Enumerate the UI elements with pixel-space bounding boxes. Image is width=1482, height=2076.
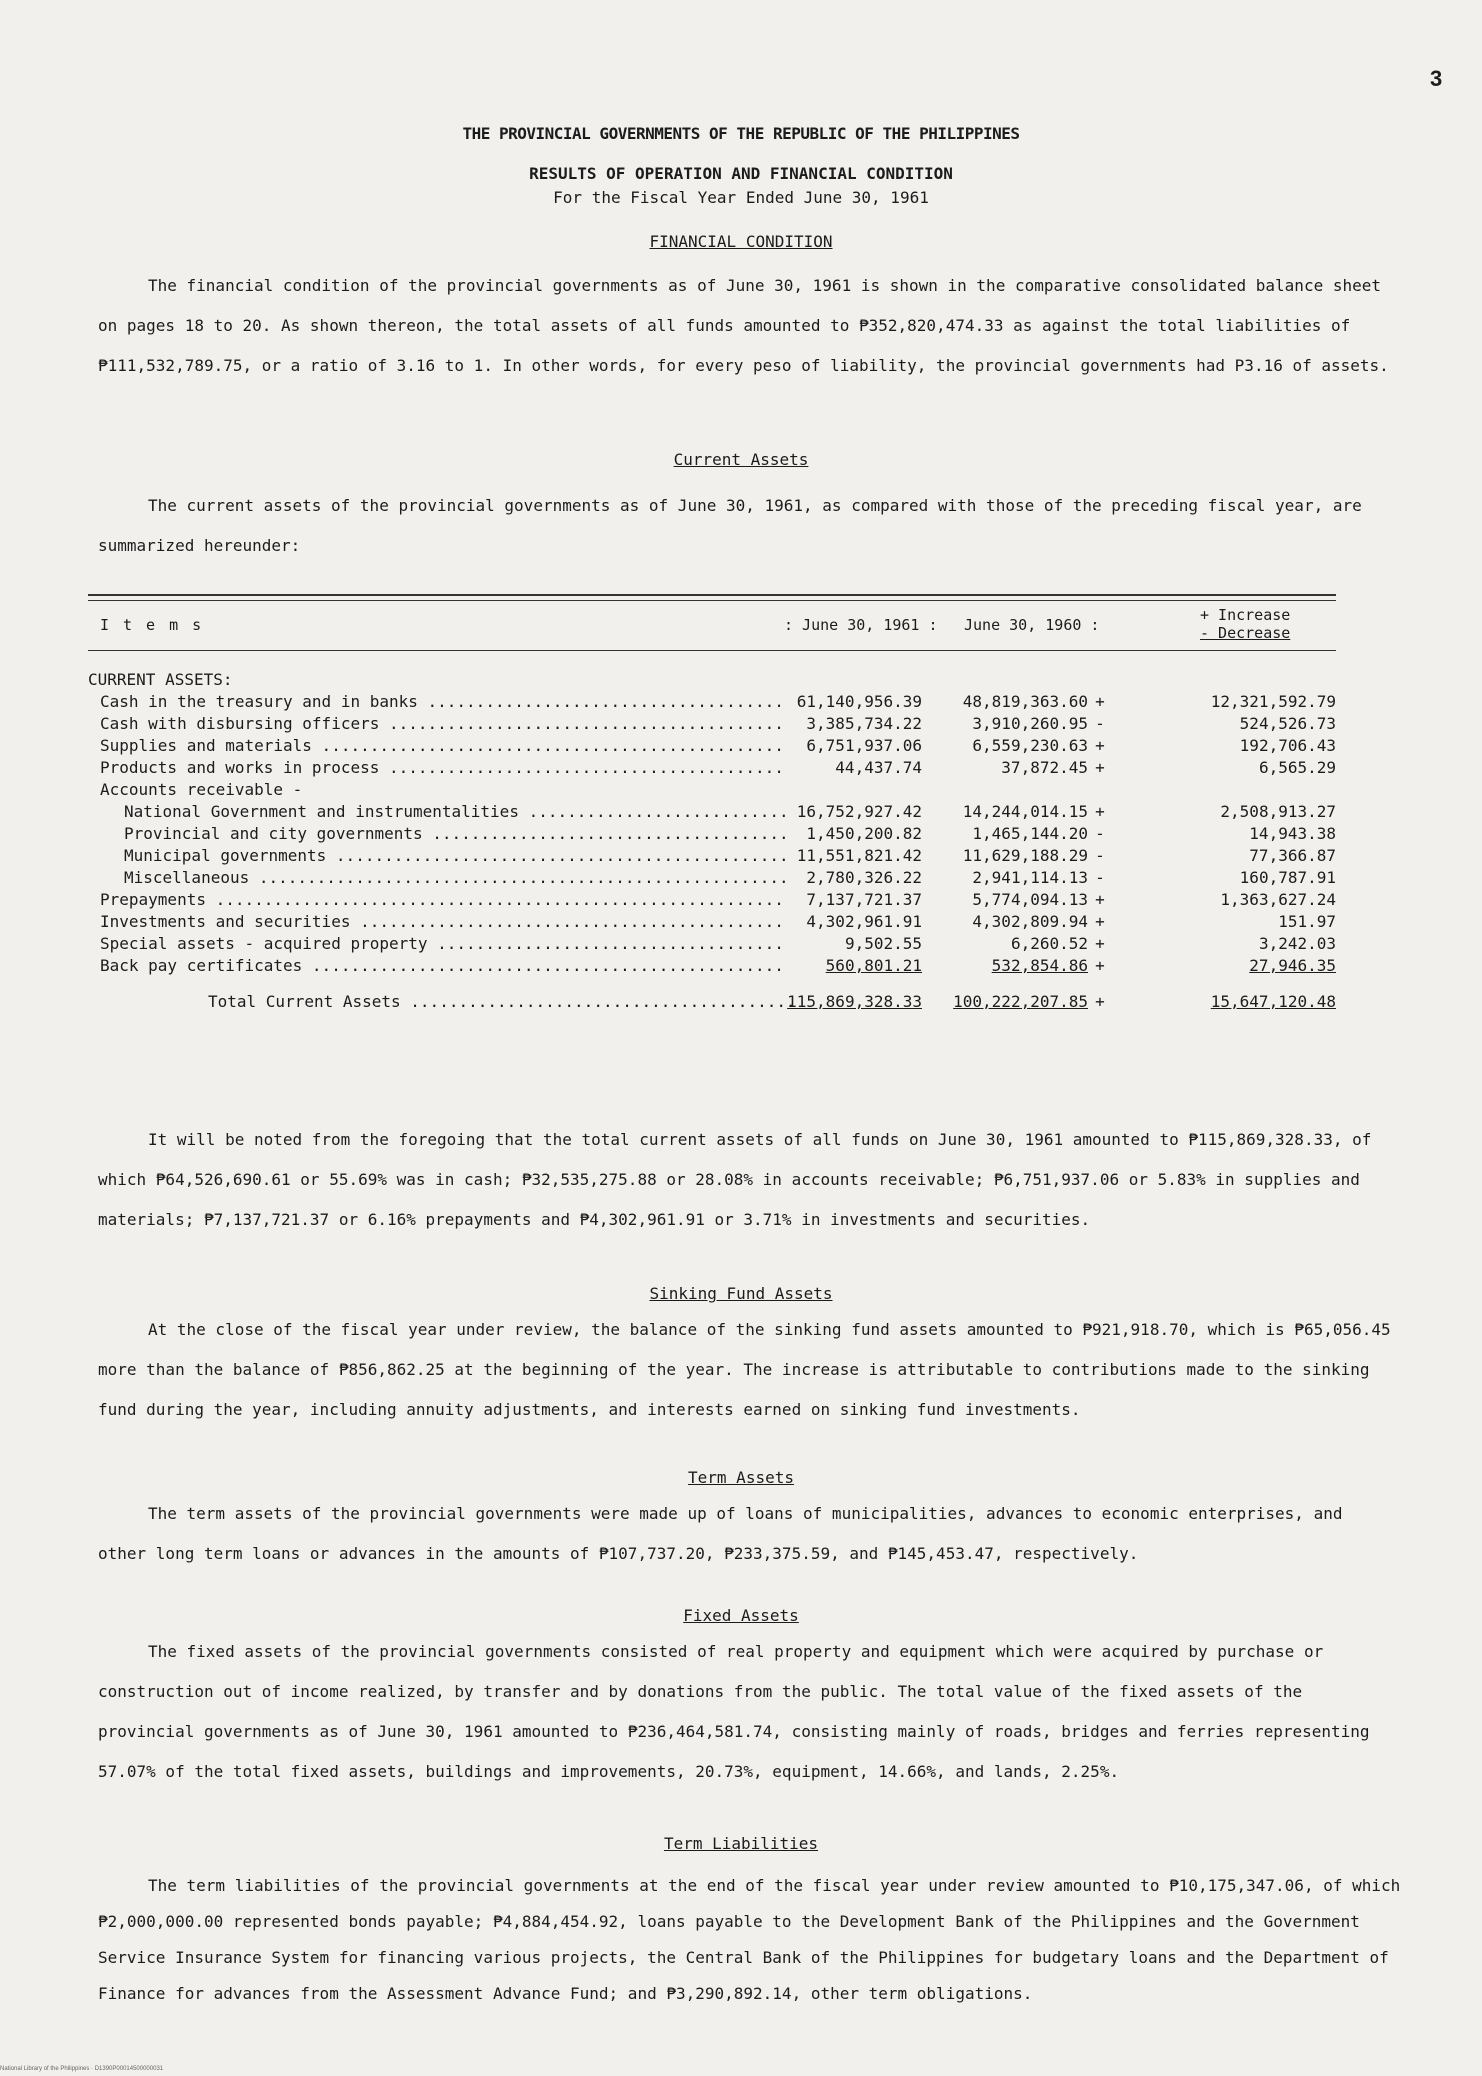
intro-paragraph: The financial condition of the provincial governments as of June 30, 1961 is shown in the comparative consolidated balance sheet on pages 18 to 20. As shown thereon, the total assets of all funds amounted to ₱352,820,474.33 as against the total liabilities of ₱111,532,789.75, or a ratio of 3.16 to 1. In other words, for every peso of liability, the provincial governments had P3.16 of assets. [98, 276, 1389, 375]
cell-v3: 14,943.38 [1249, 824, 1336, 843]
cell-v2: 37,872.45 [1001, 758, 1088, 777]
cell-v1: 6,751,937.06 [806, 736, 922, 755]
header-june-1961: : June 30, 1961 : [784, 616, 938, 634]
section-title: FINANCIAL CONDITION [649, 232, 833, 251]
cell-v1: 1,450,200.82 [806, 824, 922, 843]
cell-v2: 4,302,809.94 [972, 912, 1088, 931]
table-row [88, 956, 1336, 978]
cell-v3: 77,366.87 [1249, 846, 1336, 865]
cell-v1: 2,780,326.22 [806, 868, 922, 887]
cell-v2: 48,819,363.60 [962, 692, 1088, 711]
cell-sign: - [1095, 846, 1105, 865]
fixed-assets-paragraph: The fixed assets of the provincial governments consisted of real property and equipment which were acquired by purchase or construction out of income realized, by transfer and by donations from the public. The total value of the fixed assets of the provincial governments as of June 30, 1961 amounted to ₱236,464,581.74, consisting mainly of roads, bridges and ferries representing 57.07% of the total fixed assets, buildings and improvements, 20.73%, equipment, 14.66%, and lands, 2.25%. [98, 1642, 1370, 1781]
cell-v3: 524,526.73 [1239, 714, 1336, 733]
fixed-assets-heading: Fixed Assets [683, 1606, 799, 1625]
current-assets-paragraph: The current assets of the provincial governments as of June 30, 1961, as compared with those of the preceding fiscal year, are summarized hereunder: [98, 496, 1362, 555]
term-liabilities-heading: Term Liabilities [663, 1834, 819, 1853]
table-rule [88, 600, 1336, 601]
cell-v1: 16,752,927.42 [796, 802, 922, 821]
total-label: Total Current Assets ........................................ [208, 992, 796, 1011]
cell-v2: 6,260.52 [1010, 934, 1088, 953]
row-label: Cash with disbursing officers ......................................... [100, 714, 784, 733]
header-decrease: - Decrease [1200, 624, 1291, 642]
total-row [88, 992, 1336, 1014]
table-row [88, 868, 1336, 890]
table-row [88, 824, 1336, 846]
cell-sign: + [1095, 934, 1105, 953]
total-v3: 15,647,120.48 [1210, 992, 1336, 1011]
table-row [88, 846, 1336, 868]
table-row [88, 692, 1336, 714]
row-label: Back pay certificates ................................................. [100, 956, 784, 975]
cell-v3: 27,946.35 [1249, 956, 1336, 975]
header-june-1960: June 30, 1960 : [964, 616, 1100, 634]
term-assets-paragraph: The term assets of the provincial governments were made up of loans of municipalities, advances to economic enterprises, and other long term loans or advances in the amounts of ₱107,737.20, ₱233,375.59, and ₱145,453.47, respectively. [98, 1504, 1343, 1563]
row-label: Municipal governments ............................................... [124, 846, 789, 865]
cell-sign: + [1095, 956, 1105, 975]
cell-v1: 11,551,821.42 [796, 846, 922, 865]
table-section-label [88, 670, 1336, 692]
current-assets-heading: Current Assets [673, 450, 809, 469]
table-row [88, 758, 1336, 780]
cell-sign: + [1095, 758, 1105, 777]
cell-v1: 61,140,956.39 [796, 692, 922, 711]
cell-v2: 14,244,014.15 [962, 802, 1088, 821]
cell-v3: 160,787.91 [1239, 868, 1336, 887]
cell-v2: 1,465,144.20 [972, 824, 1088, 843]
row-label: Supplies and materials ................................................ [100, 736, 784, 755]
cell-v3: 192,706.43 [1239, 736, 1336, 755]
cell-v2: 5,774,094.13 [972, 890, 1088, 909]
table-row [88, 912, 1336, 934]
cell-v1: 3,385,734.22 [806, 714, 922, 733]
cell-v1: 560,801.21 [825, 956, 922, 975]
cell-sign: + [1095, 912, 1105, 931]
table-row [88, 736, 1336, 758]
footer-watermark: National Library of the Philippines · D1390P00014500000031 [0, 2066, 164, 2072]
row-label: National Government and instrumentalities ........................... [124, 802, 789, 821]
cell-v1: 4,302,961.91 [806, 912, 922, 931]
cell-sign: - [1095, 868, 1105, 887]
header-increase-decrease [1200, 606, 1290, 642]
cell-v3: 2,508,913.27 [1220, 802, 1336, 821]
cell-v3: 6,565.29 [1258, 758, 1336, 777]
table-rule [88, 594, 1336, 596]
cell-sign: + [1095, 736, 1105, 755]
cell-v1: 44,437.74 [835, 758, 922, 777]
cell-v2: 2,941,114.13 [972, 868, 1088, 887]
cell-sign: + [1095, 890, 1105, 909]
cell-sign: + [1095, 692, 1105, 711]
cell-v3: 151.97 [1278, 912, 1336, 931]
cell-v2: 11,629,188.29 [962, 846, 1088, 865]
current-assets-note: It will be noted from the foregoing that the total current assets of all funds on June 30, 1961 amounted to ₱115,869,328.33, of which ₱64,526,690.61 or 55.69% was in cash; ₱32,535,275.88 or 28.08% in accounts receivable; ₱6,751,937.06 or 5.83% in supplies and materials; ₱7,137,721.37 or 6.16% prepayments and ₱4,302,961.91 or 3.71% in investments and securities. [98, 1130, 1372, 1229]
sinking-fund-heading: Sinking Fund Assets [649, 1284, 833, 1303]
sinking-fund-paragraph: At the close of the fiscal year under review, the balance of the sinking fund assets amounted to ₱921,918.70, which is ₱65,056.45 more than the balance of ₱856,862.25 at the beginning of the year. The increase is attributable to contributions made to the sinking fund during the year, including annuity adjustments, and interests earned on sinking fund investments. [98, 1320, 1391, 1419]
cell-v3: 12,321,592.79 [1210, 692, 1336, 711]
row-label: Provincial and city governments ..................................... [124, 824, 789, 843]
term-liabilities-paragraph: The term liabilities of the provincial governments at the end of the fiscal year under review amounted to ₱10,175,347.06, of which ₱2,000,000.00 represented bonds payable; ₱4,884,454.92, loans payable to the Development Bank of the Philippines and the Government Service Insurance System for financing various projects, the Central Bank of the Philippines for budgetary loans and the Department of Finance for advances from the Assessment Advance Fund; and ₱3,290,892.14, other term obligations. [98, 1876, 1401, 2003]
cell-v1: 9,502.55 [844, 934, 922, 953]
row-label: Investments and securities ............................................ [100, 912, 784, 931]
cell-v3: 1,363,627.24 [1220, 890, 1336, 909]
row-label: Prepayments ........................................................... [100, 890, 784, 909]
table-rule [88, 650, 1336, 651]
report-period: For the Fiscal Year Ended June 30, 1961 [553, 188, 929, 207]
table-row [88, 780, 1336, 802]
cell-sign: + [1095, 802, 1105, 821]
row-label: Special assets - acquired property .................................... [100, 934, 784, 953]
page-number: 3 [1430, 66, 1443, 91]
table-row [88, 934, 1336, 956]
cell-v3: 3,242.03 [1258, 934, 1336, 953]
cell-v2: 3,910,260.95 [972, 714, 1088, 733]
header-items: Items [100, 616, 216, 634]
table-row [88, 890, 1336, 912]
row-label: Cash in the treasury and in banks ..................................... [100, 692, 784, 711]
cell-v2: 6,559,230.63 [972, 736, 1088, 755]
header-increase: + Increase [1200, 606, 1291, 624]
total-v1: 115,869,328.33 [787, 992, 922, 1011]
term-assets-heading: Term Assets [688, 1468, 794, 1487]
cell-sign: - [1095, 714, 1105, 733]
total-sign: + [1095, 992, 1105, 1011]
cell-v2: 532,854.86 [991, 956, 1088, 975]
row-label: Accounts receivable - [100, 780, 303, 799]
section-label: CURRENT ASSETS: [88, 670, 233, 689]
report-subtitle: RESULTS OF OPERATION AND FINANCIAL CONDITION [529, 164, 953, 183]
cell-v1: 7,137,721.37 [806, 890, 922, 909]
row-label: Products and works in process ......................................... [100, 758, 784, 777]
table-row [88, 802, 1336, 824]
table-row [88, 714, 1336, 736]
report-title: THE PROVINCIAL GOVERNMENTS OF THE REPUBLIC OF THE PHILIPPINES [462, 124, 1020, 143]
total-v2: 100,222,207.85 [953, 992, 1088, 1011]
row-label: Miscellaneous ....................................................... [124, 868, 789, 887]
cell-sign: - [1095, 824, 1105, 843]
